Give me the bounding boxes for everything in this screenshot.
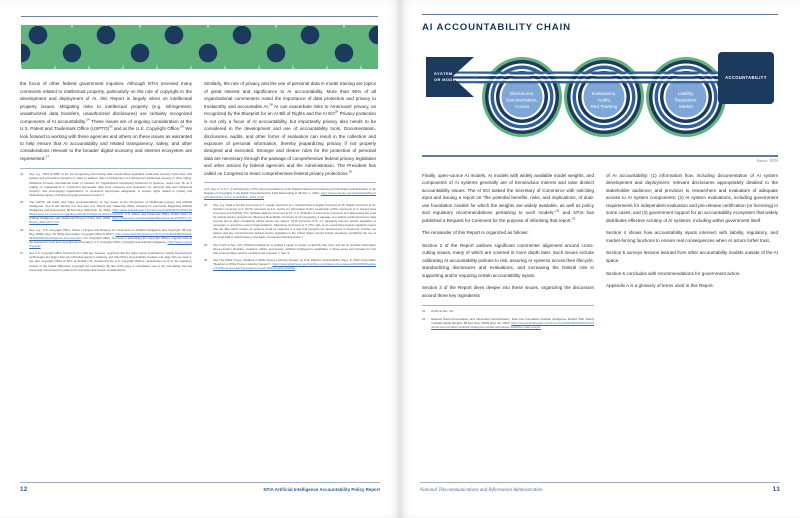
running-head: National Telecommunications and Information Administration: [420, 488, 543, 494]
figure-title: AI ACCOUNTABILITY CHAIN: [422, 22, 571, 34]
system-or-model-label-line1: SYSTEM: [434, 71, 453, 77]
footnote-item: [204, 258, 376, 270]
footnote-mark[interactable]: 30: [348, 169, 353, 174]
footnote-mark[interactable]: 29: [334, 109, 339, 114]
footer-left: [20, 482, 380, 496]
paragraph: Section 2 of the Report outlines significant commenter alignment around cross-cutting issues, many of which are covered in more depth later. Such issues include calibrating AI accountability policies to risk, assuring AI systems across their lifecycle, standardizing disclosures and evaluations, and increasing the federal role in supporting and/or requiring certain accountability inputs.: [422, 242, 594, 278]
system-or-model-label-line2: OR MODEL: [434, 77, 459, 83]
page-number: 12: [20, 486, 28, 494]
footnote-link[interactable]: https://www.federalregister.gov/documents/2024/02/26/2024-03763/dual-use-foundation-artificial-intelligence-models-with-widely-available-model-weights: [431, 320, 594, 329]
footnote-text: The USPTO will clarify and make recommendations on key issues at the intersection of intellectual property and artificial intelligence. See AI EO Section 5.2. See also U.S. Patent and Trademark Office, Request for Comments Regarding Artificial Intelligence and Inventorship, 88 Fed. Reg. 9492 (Feb. 14, 2023), https://www.federalregister.gov/documents/2023/02/14/2023-03066/request-for-comments-regarding-artificial-intelligence-and-inventorship; U.S. Patent and Trademark Office, Public Views on Artificial Intelligence and Intellectual Property Policy (Oct. 2020), https://www.uspto.gov/sites/default/files/documents/USPTO_AI-Report_2020-10-07.pdf: [29, 200, 192, 225]
footnote-mark[interactable]: 32: [571, 216, 576, 221]
footnote-link[interactable]: https://www.uspto.gov/sites/default/files/documents/USPTO_AI-Report_2020-10-07.pdf: [29, 216, 192, 225]
footnote-number: 29: [204, 242, 208, 247]
node-1-line-3: Access: [514, 104, 530, 110]
footnote-item: [20, 228, 192, 248]
decorative-rule-top: [21, 16, 378, 17]
chain-node-3: [646, 57, 726, 137]
footnote-text: See, e.g., U.S. Copyright Office, Notice of Inquiry and Request for Comments on Artificial Intelligence and Copyright, 88 Fed. Reg. 59942 (Aug. 30, 2023) (hereinafter "Copyright Office AI RFC"), https://www.federalregister.gov/documents/2023/08/30/2023-18624/artificial-intelligence-and-copyright; U.S. Copyright Office, Comment 2 (describing the Copyright Office's ongoing work at the intersection of AI and copyright law and policy); U.S. Copyright Office, Copyright and Artificial Intelligence, https://www.copyright.gov/ai/: [29, 227, 192, 249]
footnote-list-right-1: [422, 309, 594, 328]
footnote-number: 24: [20, 172, 24, 177]
paragraph: Section 3 of the Report dives deeper into these issues, organizing the discussion around three key ingredients: [422, 285, 594, 298]
node-3-line-2: Regulation,: [674, 97, 698, 103]
accountability-label: ACCOUNTABILITY: [725, 75, 767, 81]
footnote-divider: [20, 168, 192, 169]
node-2-line-1: Evaluations,: [591, 91, 617, 97]
paragraph: Similarly, the role of privacy and the use of personal data in model training are topics of great interest and significance to AI accountability. More than 90% of all organizational commenters noted the importance of data protection and privacy to trustworthy and accountable AI.$^{28}$ AI can exacerbate risks to Americans' privacy, as recognized by the Blueprint for an AI Bill of Rights and the AI EO$^{29}$ Privacy protection is not only a focus of AI accountability, but importantly privacy also needs to be considered in the development and use of accountability tools. Documentation, disclosures, audits, and other forms of evaluation can result in the collection and exposure of personal information, thereby jeopardizing privacy if not properly designed and executed. Stronger and clearer rules for the protection of personal data are necessary through the passage of comprehensive federal privacy legislation and other actions by federal agencies and the Administration. The President has called on Congress to enact comprehensive federal privacy protections.$^{30}$: [204, 81, 376, 176]
figure-source: Source: NTIA: [756, 158, 778, 163]
footnote-link[interactable]: https://www.federalregister.gov/documents/2023/08/30/2023-18624/artificial-intelligence-and-copyright: [29, 231, 192, 240]
footnote-mark[interactable]: 25: [109, 124, 113, 129]
footnote-number: 30: [204, 257, 208, 262]
running-head: NTIA Artificial Intelligence Accountability Policy Report: [263, 487, 380, 493]
paragraph: The remainder of this Report is organized as follows:: [422, 230, 529, 236]
decorative-band-svg: [21, 25, 378, 69]
right-column-2: [606, 172, 778, 332]
footnote-text: of AI. See 17 U.S.C. § 1201(a)(1)(C); NTIA, Recommendations of the National Telecommunications and Information Administration to the Register of Copyrights in the Eighth Triennial Section 1201 Rulemaking at 48 (Oct. 1, 2021), https://www.ntia.doc.gov/sites/default/files/publications/ntia_dmca_consultation_2021_0.pdf: [204, 187, 376, 200]
footnote-number: 28: [204, 202, 208, 207]
footnote-mark[interactable]: 28: [269, 102, 273, 107]
left-column-2: [204, 80, 376, 274]
chain-rails-front: [478, 72, 738, 84]
footnote-text: See, e.g., NIST AI RMF at 14, 24 (recognizing that training data should follow applicable intellectual property rights laws, that policies and procedures should be in place to address risks of infringement of a third-party's intellectual property or other rights); Workforce Process International Code of Conduct for Organizations Developing Advanced AI Systems, supra note 18, at 8 (calling on organizations to "implement appropriate data input measures and protections for personal data and intellectual property" and encouraging organizations "to implement appropriate safeguards, to respect rights related to privacy and intellectual property, including copyright-protected content.").: [29, 172, 192, 197]
paragraph: Section 5 surveys lessons learned from other accountability models outside of the AI space.: [606, 250, 778, 263]
page-left-content: [0, 0, 400, 275]
paragraph: of AI accountability: (1) information flow, including documentation of AI system development and deployment; relevant disclosures appropriately detailed to the stakeholder audience; and provision to researchers and evaluators of adequate access to AI system components; (2) AI system evaluations, including government requirements for independent evaluation and pre-release certification (or licensing) in some cases; and (3) government support for an accountability ecosystem that widely distributes effective scrutiny of AI systems, including within government itself.: [606, 172, 778, 223]
footnote-text: See U.S. Copyright Office Comment at 2 ("We are, however, cognizant that the policy issues implicated by rapidly developing AI technologies are bigger than any individual agency's authority, and that NTIA's accountability inquiries may align with our work."); see also Copyright Office AI RFC at 59,944 n.11 (mentioning the U.S. Copyright Office's consideration of AI in the regulatory context of the Digital Millennium Copyright Act rulemaking. By law, NTIA plays a consultation role in the rulemaking and has previously commented on petitions for exemption that involve considerations.: [29, 251, 192, 272]
footnote-list-left-2: [204, 187, 376, 270]
right-page-columns: [422, 172, 780, 332]
footnote-mark[interactable]: 24: [86, 117, 90, 122]
footnote-text: See AI EO at Sec. 2(f) ("Artificial Intelligence is making it easier to extract, re-identify, link, infer, and act on sensitive information about people's identities, locations, habits, and desires. Artificial Intelligence's capabilities in these areas can increase the risk that personal data could be exploited and exposed."); Sec. 9.: [213, 242, 376, 255]
footnote-item: [20, 200, 192, 225]
footnote-divider: [422, 305, 594, 306]
page-number: 13: [772, 486, 780, 494]
footnote-link[interactable]: https://www.federalregister.gov/documents/2023/02/14/2023-03066/request-for-comments-regarding-artificial-intelligence-and-inventorship: [29, 208, 192, 217]
footnote-list-left-1: [20, 172, 192, 271]
footnote-item: [204, 243, 376, 255]
paragraph: the focus of other federal government inquiries. Although NTIA received many comments related to intellectual property, particularly on the role of copyright in the development and deployment of AI, this Report is largely silent on intellectual property issues. Mitigating risks to intellectual property (e.g. infringement, unauthorized data transfers, unauthorized disclosures) are certainly recognized components of AI accountability.$^{24}$ These issues are of ongoing consideration at the U.S. Patent and Trademark Office (USPTO)$^{25}$ and at the U.S. Copyright Office.$^{26}$ We look forward to working with these agencies and others on these issues as warranted to help ensure that AI accountability and related transparency, safety, and other considerations relevant to the broader digital economy and Internet ecosystem are represented.$^{27}$: [20, 81, 192, 161]
chain-node-2: [564, 57, 644, 137]
left-column-1: [20, 80, 192, 274]
footnote-mark[interactable]: 27: [45, 154, 50, 159]
footnote-item: [204, 187, 376, 199]
node-3-line-3: Market: [679, 104, 693, 110]
footnote-item: [204, 203, 376, 240]
accountability-node: [718, 52, 774, 104]
paragraph: Finally, open-source AI models, AI models with widely available model weights, and components of AI systems generally are of tremendous interest and raise distinct accountability issues. The AI EO tasked the Secretary of Commerce with soliciting input and issuing a report on "the potential benefits, risks, and implications, of dual-use foundation models for which the weights are widely available, as well as policy and regulatory recommendations pertaining to such models,"$^{31}$ and NTIA has published a Request for Comment for the purpose of informing that report.$^{32}$: [422, 172, 595, 223]
footnote-number: 32: [422, 316, 426, 321]
left-page-columns: [20, 80, 380, 274]
paragraph: Appendix A is a glossary of terms used in this Report.: [606, 283, 714, 289]
footnote-text: National Telecommunications and Information Administration, Dual Use Foundation Artificial Intelligence Models With Widely Available Model Weights, 88 Fed. Reg. 14059 (Feb. 26, 2024), https://www.federalregister.gov/documents/2024/02/26/2024-03763/dual-use-foundation-artificial-intelligence-models-with-widely-available-model-weights: [431, 316, 594, 329]
footnote-link[interactable]: https://www.whitehouse.gov/briefing-room/statements-releases/2022/09/08/readout-of-white-house-listening-session-on-tech-platform-accountability: [213, 262, 376, 271]
page-right-content: [400, 0, 800, 332]
footnote-link[interactable]: https://www.copyright.gov/ai/: [29, 239, 192, 249]
node-2-line-2: Audits,: [597, 97, 611, 103]
figure-svg: [422, 42, 778, 151]
footer-row: [420, 486, 780, 493]
footnote-link[interactable]: https://www.ntia.doc.gov/sites/default/files/publications/ntia_dmca_consultation_2021_0.pdf: [204, 191, 376, 200]
footer-rule: [20, 482, 380, 483]
footnote-text: AI EO at Sec. 4.6.: [431, 309, 454, 314]
node-1-line-1: Disclosures,: [509, 91, 535, 97]
footnote-item: [422, 309, 594, 313]
footer-row: [20, 486, 380, 493]
right-column-1: [422, 172, 594, 332]
footnote-divider: [204, 182, 376, 183]
footnote-text: See, e.g., Data & Society Comment at 7; Google Comment at 1; Global Partners Digital Comment at 15; Hitachi Comment at 10; TechNet Comment at 4; NCTA Comment at 4-5; Centre for Information Policy Leadership (CIPL) Comment at 1; Access Now Comment at 3-5 (RSA); The Software Alliance Comment at 12; U.S. Chamber of Commerce Comment at 9 (discussing the need for federal privacy protections); Business Roundtable Comment at 10 (supporting a passage of a federal privacy/consumer data security law to align compliance efforts across the nation); CTIA Comment at 5, 4-7 (declaring that the privacy legislation is necessary to avoid the current fragmentation); Salesforce Comment at 6 ("The lack of an overarching federal standard means that the data which powers AI systems could be collected in a way that prevents the development of trusted AI. Further, we believe that any comprehensive federal privacy legislation in the United States should include provisions prohibiting the use of personal data to discriminate on the basis of protected characteristics.").: [213, 202, 376, 240]
page-right: [400, 0, 800, 518]
node-3-line-1: Liability,: [678, 91, 694, 97]
node-1-line-2: Documentation,: [506, 97, 538, 103]
node-2-line-3: Red Teaming: [590, 104, 618, 110]
footnote-number: 27: [20, 251, 24, 256]
footnote-number: 25: [20, 200, 24, 205]
ai-accountability-chain-figure: [422, 42, 778, 151]
paragraph: Section 6 concludes with recommendations for government action.: [606, 270, 741, 276]
paragraph: Section 4 shows how accountability inputs intersect with liability, regulatory, and market-forcing functions to ensure real consequences when AI actors forfeit trust.: [606, 230, 778, 243]
footnote-mark[interactable]: 26: [180, 124, 184, 129]
chain-node-1: [482, 57, 562, 137]
footnote-item: [20, 172, 192, 197]
footnote-number: 31: [422, 309, 426, 314]
footer-rule: [420, 482, 780, 483]
figure-rule-top: [422, 14, 778, 15]
footnote-text: See The White House, Readout of White House Listening Session on Tech Platform Accountability (Sept. 8, 2022) (hereinafter "Readout of White House Listening Session"), https://www.whitehouse.gov/briefing-room/statements-releases/2022/09/08/readout-of-white-house-listening-session-on-tech-platform-accountability: [213, 257, 376, 271]
decorative-circle-band: [21, 25, 378, 69]
figure-rule-bottom: [422, 155, 778, 156]
footnote-item: [422, 317, 594, 329]
footer-right: [420, 482, 780, 496]
footnote-item: [20, 251, 192, 271]
footnote-number: 26: [20, 227, 24, 232]
footnote-mark[interactable]: 31: [556, 208, 560, 213]
